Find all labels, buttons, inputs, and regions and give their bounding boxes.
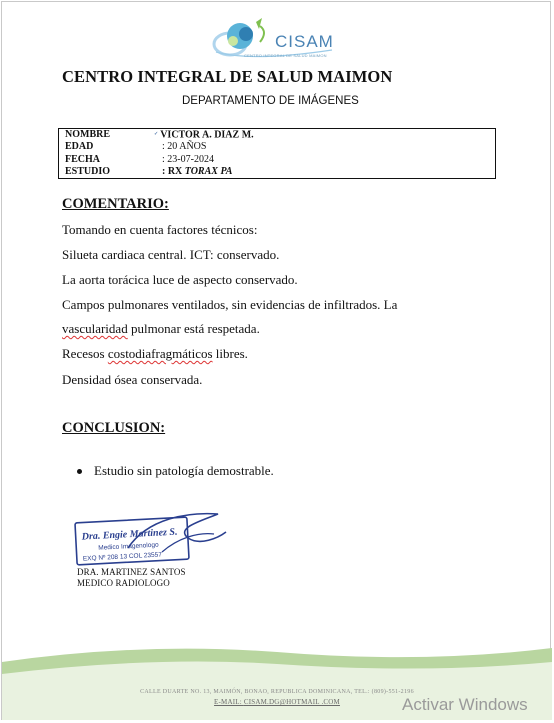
estudio-type: TORAX PA [184, 165, 233, 177]
estudio-label: ESTUDIO [65, 165, 111, 177]
document-title: CENTRO INTEGRAL DE SALUD MAIMON [62, 67, 393, 86]
footer-address: CALLE DUARTE NO. 13, MAIMÓN, BONAO, REPUBLICA DOMINICANA, TEL.: (809)-551-2196 [140, 689, 414, 695]
email-link[interactable]: CISAM.DG@HOTMAIL .COM [243, 698, 340, 706]
nombre-label: NOMBRE [65, 129, 110, 140]
department-name: DEPARTAMENTO DE IMÁGENES [182, 95, 359, 107]
edad-value: : 20 AÑOS [162, 141, 207, 153]
fecha-value: : 23-07-2024 [162, 153, 214, 165]
svg-text:Dra. Engie Martinez S.: Dra. Engie Martinez S. [81, 526, 178, 543]
comentario-line: Silueta cardiaca central. ICT: conservado. [62, 247, 280, 262]
comentario-heading: COMENTARIO: [62, 196, 169, 212]
spellcheck-word: vascularidad [62, 321, 128, 336]
estudio-prefix: : RX [162, 165, 185, 177]
check-mark-icon: ✓ [154, 132, 159, 137]
comentario-line-rest: pulmonar está respetada. [127, 321, 260, 336]
patient-info-box [58, 128, 496, 179]
signer-title: MEDICO RADIOLOGO [77, 578, 170, 588]
info-row-fecha [62, 154, 495, 166]
logo-subtitle: CENTRO INTEGRAL DE SALUD MAIMON [244, 53, 327, 58]
comentario-line: Tomando en cuenta factores técnicos: [62, 222, 258, 237]
spellcheck-word: costodiafragmáticos [107, 346, 213, 361]
info-row-nombre [62, 129, 495, 141]
fecha-label: FECHA [65, 153, 100, 165]
conclusion-item: Estudio sin patología demostrable. [94, 463, 274, 478]
email-label: E-MAIL: [214, 698, 244, 706]
signer-name: DRA. MARTINEZ SANTOS [77, 567, 186, 577]
comentario-line [62, 321, 260, 337]
info-row-estudio [62, 166, 495, 178]
comentario-line: Densidad ósea conservada. [62, 372, 203, 387]
svg-text:Medico Imagenologo: Medico Imagenologo [98, 541, 159, 552]
conclusion-heading: CONCLUSION: [62, 420, 166, 436]
edad-label: EDAD [65, 141, 94, 153]
activation-watermark: Activar Windows [402, 695, 528, 714]
comentario-line: Campos pulmonares ventilados, sin evidencias de infiltrados. La [62, 297, 398, 312]
comentario-line [62, 346, 248, 362]
comentario-line-prefix: Recesos [62, 346, 108, 361]
logo-wordmark: CISAM [275, 32, 334, 51]
estudio-value [162, 166, 232, 178]
comentario-line-rest: libres. [212, 346, 248, 361]
nombre-text: VICTOR A. DIAZ M. [160, 129, 254, 141]
signature-stamp [68, 508, 234, 570]
comentario-line: La aorta torácica luce de aspecto conservado. [62, 272, 298, 287]
svg-text:EXQ Nº 208 13 COL 23557: EXQ Nº 208 13 COL 23557 [82, 551, 163, 563]
info-row-edad [62, 141, 495, 153]
bullet-icon [77, 469, 82, 474]
nombre-value [154, 129, 254, 142]
